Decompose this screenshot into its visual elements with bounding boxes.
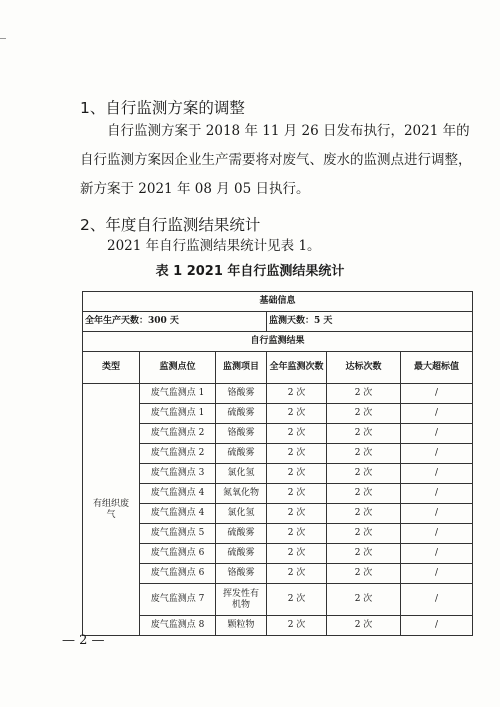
max-exceed: / [401,564,473,584]
monitoring-point: 废气监测点 1 [140,384,216,404]
monitoring-item: 铬酸雾 [216,384,267,404]
annual-count: 2 次 [267,584,327,616]
table-row [83,384,473,404]
annual-count: 2 次 [267,544,327,564]
col-header-count: 全年监测次数 [267,352,327,384]
monitoring-item: 氮氧化物 [216,484,267,504]
table-row [83,464,473,484]
monitoring-item: 挥发性有机物 [216,584,267,616]
table-caption: 表 1 2021 年自行监测结果统计 [155,264,345,279]
max-exceed: / [401,524,473,544]
section-2-intro: 2021 年自行监测结果统计见表 1。 [107,238,321,254]
pass-count: 2 次 [327,484,401,504]
pass-count: 2 次 [327,384,401,404]
monitoring-results-table [82,291,473,636]
monitoring-item: 铬酸雾 [216,424,267,444]
monitoring-point: 废气监测点 5 [140,524,216,544]
monitoring-point: 废气监测点 2 [140,424,216,444]
table-row [83,524,473,544]
annual-count: 2 次 [267,404,327,424]
monitoring-item: 氯化氢 [216,464,267,484]
table-row [83,584,473,616]
pass-count: 2 次 [327,464,401,484]
annual-count: 2 次 [267,424,327,444]
pass-count: 2 次 [327,424,401,444]
page-number: — 2 — [62,633,105,648]
max-exceed: / [401,544,473,564]
type-cell: 有组织废气 [83,384,140,636]
annual-count: 2 次 [267,484,327,504]
pass-count: 2 次 [327,504,401,524]
table-row [83,424,473,444]
monitoring-item: 氯化氢 [216,504,267,524]
annual-count: 2 次 [267,564,327,584]
col-header-type: 类型 [83,352,140,384]
monitoring-item: 颗粒物 [216,616,267,636]
pass-count: 2 次 [327,564,401,584]
table-row [83,444,473,464]
table-row [83,616,473,636]
col-header-pass: 达标次数 [327,352,401,384]
col-header-item: 监测项目 [216,352,267,384]
max-exceed: / [401,424,473,444]
section-1-body: 自行监测方案于 2018 年 11 月 26 日发布执行，2021 年的自行监测方案因企业生产需要将对废气、废水的监测点进行调整，新方案于 2021 年 08 月 05 日执行。 [80,123,472,197]
monitoring-point: 废气监测点 7 [140,584,216,616]
table-row [83,484,473,504]
table-row [83,564,473,584]
monitoring-days: 监测天数：5 天 [267,312,473,332]
table-row [83,504,473,524]
pass-count: 2 次 [327,444,401,464]
monitoring-item: 硫酸雾 [216,544,267,564]
annual-count: 2 次 [267,504,327,524]
col-header-point: 监测点位 [140,352,216,384]
max-exceed: / [401,444,473,464]
monitoring-item: 硫酸雾 [216,524,267,544]
annual-count: 2 次 [267,616,327,636]
production-days: 全年生产天数：300 天 [83,312,267,332]
annual-count: 2 次 [267,464,327,484]
monitoring-item: 硫酸雾 [216,404,267,424]
monitoring-point: 废气监测点 4 [140,504,216,524]
monitoring-point: 废气监测点 2 [140,444,216,464]
scan-edge-mark [0,38,6,39]
annual-count: 2 次 [267,384,327,404]
monitoring-point: 废气监测点 8 [140,616,216,636]
monitoring-item: 硫酸雾 [216,444,267,464]
max-exceed: / [401,384,473,404]
section-2-heading: 2、年度自行监测结果统计 [80,216,261,234]
max-exceed: / [401,464,473,484]
section-1-heading: 1、自行监测方案的调整 [80,99,245,117]
monitoring-point: 废气监测点 4 [140,484,216,504]
pass-count: 2 次 [327,544,401,564]
pass-count: 2 次 [327,584,401,616]
monitoring-point: 废气监测点 6 [140,544,216,564]
section-1-paragraph [80,117,475,204]
monitoring-point: 废气监测点 3 [140,464,216,484]
annual-count: 2 次 [267,524,327,544]
max-exceed: / [401,616,473,636]
annual-count: 2 次 [267,444,327,464]
max-exceed: / [401,484,473,504]
pass-count: 2 次 [327,616,401,636]
monitoring-point: 废气监测点 1 [140,404,216,424]
pass-count: 2 次 [327,404,401,424]
col-header-max: 最大超标值 [401,352,473,384]
table-row [83,544,473,564]
table-row [83,404,473,424]
pass-count: 2 次 [327,524,401,544]
monitoring-point: 废气监测点 6 [140,564,216,584]
monitoring-item: 铬酸雾 [216,564,267,584]
max-exceed: / [401,504,473,524]
basic-info-header: 基础信息 [83,292,473,312]
max-exceed: / [401,584,473,616]
results-header: 自行监测结果 [83,332,473,352]
max-exceed: / [401,404,473,424]
